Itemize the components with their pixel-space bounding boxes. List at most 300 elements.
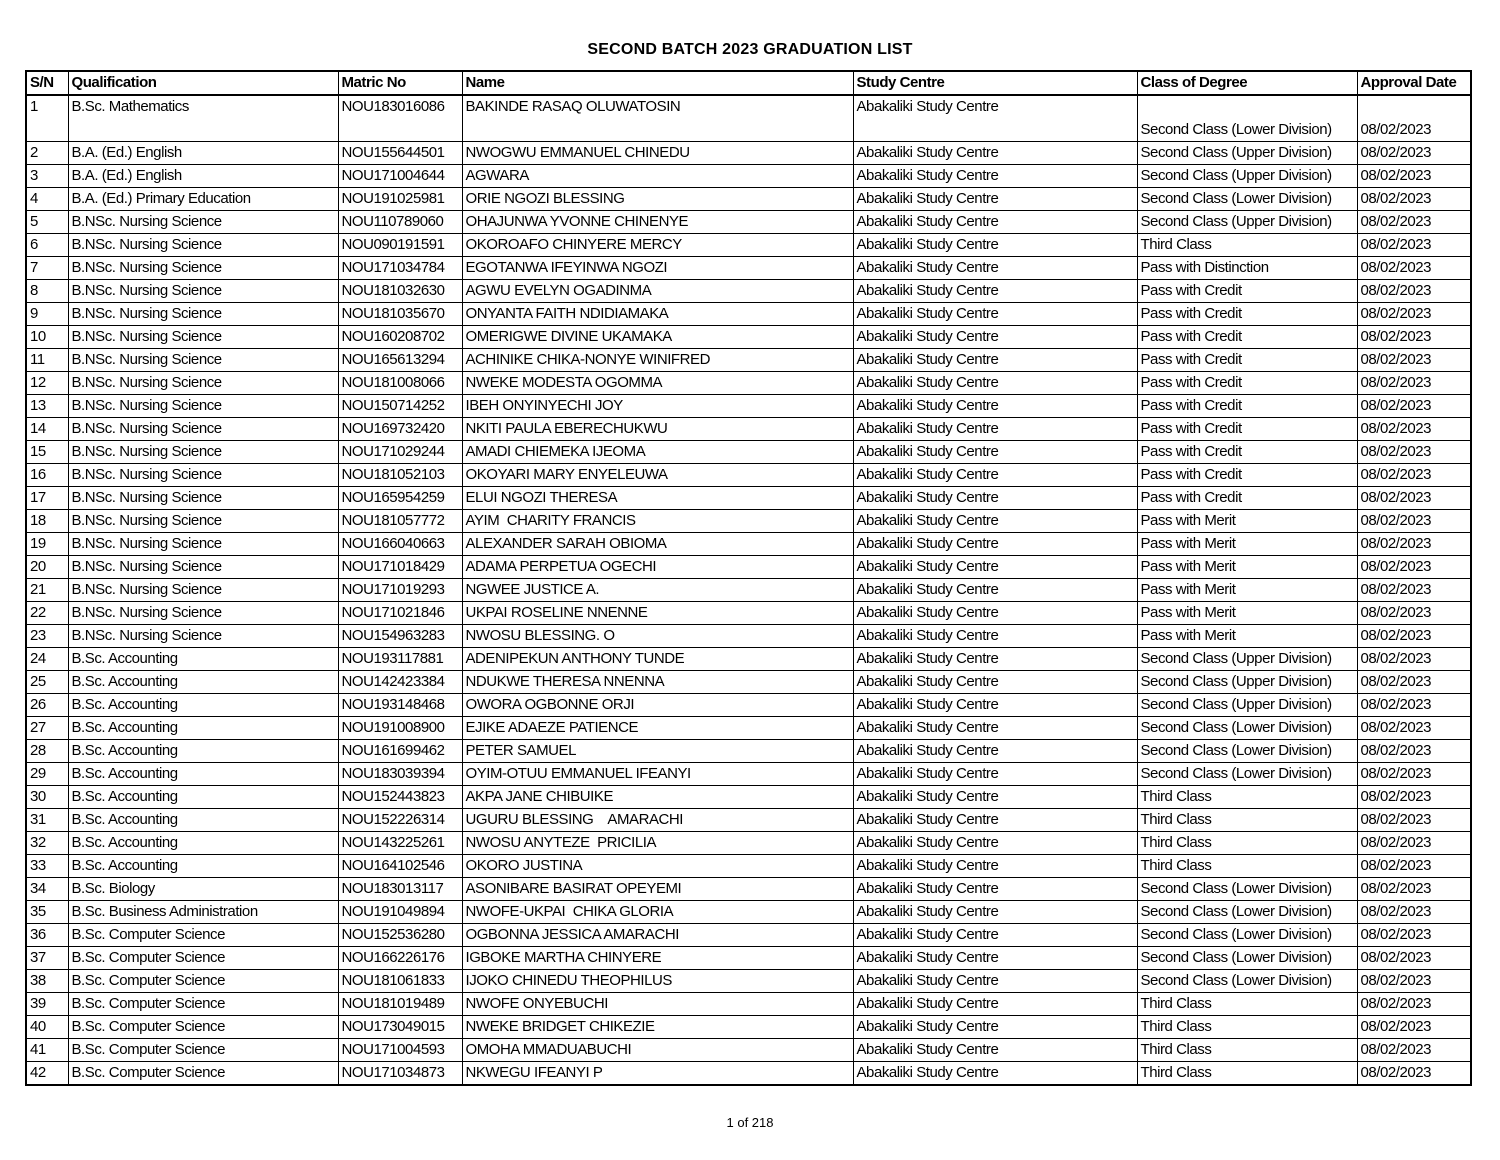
table-row: [26, 763, 1471, 786]
cell-sn: 41: [26, 1039, 68, 1062]
cell-class-of-degree: Second Class (Upper Division): [1137, 211, 1357, 234]
cell-class-of-degree: Pass with Merit: [1137, 625, 1357, 648]
table-row: [26, 901, 1471, 924]
cell-class-of-degree: Pass with Merit: [1137, 556, 1357, 579]
table-row: [26, 947, 1471, 970]
cell-name: OHAJUNWA YVONNE CHINENYE: [462, 211, 853, 234]
cell-name: IJOKO CHINEDU THEOPHILUS: [462, 970, 853, 993]
cell-name: OKOYARI MARY ENYELEUWA: [462, 464, 853, 487]
cell-approval-date: 08/02/2023: [1357, 211, 1471, 234]
cell-study-centre: Abakaliki Study Centre: [853, 142, 1137, 165]
cell-study-centre: Abakaliki Study Centre: [853, 533, 1137, 556]
cell-class-of-degree: Second Class (Lower Division): [1137, 717, 1357, 740]
cell-name: UKPAI ROSELINE NNENNE: [462, 602, 853, 625]
cell-class-of-degree: Second Class (Lower Division): [1137, 188, 1357, 211]
table-row: [26, 740, 1471, 763]
cell-approval-date: 08/02/2023: [1357, 740, 1471, 763]
table-row: [26, 625, 1471, 648]
table-row: [26, 878, 1471, 901]
cell-class-of-degree: Pass with Credit: [1137, 464, 1357, 487]
cell-name: NKWEGU IFEANYI P: [462, 1062, 853, 1086]
cell-sn: 11: [26, 349, 68, 372]
cell-study-centre: Abakaliki Study Centre: [853, 165, 1137, 188]
cell-study-centre: Abakaliki Study Centre: [853, 579, 1137, 602]
cell-matric-no: NOU165613294: [338, 349, 462, 372]
cell-class-of-degree: Pass with Merit: [1137, 579, 1357, 602]
cell-qualification: B.NSc. Nursing Science: [68, 418, 338, 441]
cell-class-of-degree: Second Class (Lower Division): [1137, 740, 1357, 763]
cell-qualification: B.NSc. Nursing Science: [68, 349, 338, 372]
cell-matric-no: NOU171018429: [338, 556, 462, 579]
cell-matric-no: NOU191025981: [338, 188, 462, 211]
cell-name: ONYANTA FAITH NDIDIAMAKA: [462, 303, 853, 326]
table-row: [26, 717, 1471, 740]
graduation-table: [25, 70, 1472, 1086]
table-row: [26, 349, 1471, 372]
cell-matric-no: NOU152443823: [338, 786, 462, 809]
cell-class-of-degree: Pass with Distinction: [1137, 257, 1357, 280]
table-row: [26, 832, 1471, 855]
cell-qualification: B.NSc. Nursing Science: [68, 234, 338, 257]
cell-approval-date: 08/02/2023: [1357, 326, 1471, 349]
cell-sn: 4: [26, 188, 68, 211]
column-header-sn: S/N: [26, 71, 68, 95]
page-number: 1 of 218: [726, 1115, 774, 1130]
table-row: [26, 188, 1471, 211]
cell-sn: 7: [26, 257, 68, 280]
cell-matric-no: NOU181061833: [338, 970, 462, 993]
cell-matric-no: NOU166226176: [338, 947, 462, 970]
cell-approval-date: 08/02/2023: [1357, 579, 1471, 602]
cell-class-of-degree: Second Class (Lower Division): [1137, 970, 1357, 993]
cell-matric-no: NOU183013117: [338, 878, 462, 901]
cell-study-centre: Abakaliki Study Centre: [853, 763, 1137, 786]
cell-name: NWOSU BLESSING. O: [462, 625, 853, 648]
cell-sn: 27: [26, 717, 68, 740]
cell-sn: 18: [26, 510, 68, 533]
cell-class-of-degree: Pass with Merit: [1137, 533, 1357, 556]
table-row: [26, 487, 1471, 510]
table-row: [26, 970, 1471, 993]
cell-name: AGWARA: [462, 165, 853, 188]
cell-class-of-degree: Pass with Merit: [1137, 602, 1357, 625]
cell-qualification: B.NSc. Nursing Science: [68, 372, 338, 395]
cell-matric-no: NOU173049015: [338, 1016, 462, 1039]
cell-qualification: B.A. (Ed.) English: [68, 165, 338, 188]
cell-approval-date: 08/02/2023: [1357, 303, 1471, 326]
cell-approval-date: 08/02/2023: [1357, 901, 1471, 924]
cell-sn: 14: [26, 418, 68, 441]
page-title: SECOND BATCH 2023 GRADUATION LIST: [587, 41, 913, 58]
cell-class-of-degree: Second Class (Lower Division): [1137, 924, 1357, 947]
cell-approval-date: 08/02/2023: [1357, 395, 1471, 418]
cell-matric-no: NOU143225261: [338, 832, 462, 855]
cell-sn: 22: [26, 602, 68, 625]
cell-matric-no: NOU142423384: [338, 671, 462, 694]
table-row: [26, 441, 1471, 464]
cell-sn: 26: [26, 694, 68, 717]
cell-qualification: B.NSc. Nursing Science: [68, 510, 338, 533]
cell-study-centre: Abakaliki Study Centre: [853, 234, 1137, 257]
cell-class-of-degree: Pass with Credit: [1137, 418, 1357, 441]
cell-qualification: B.Sc. Mathematics: [68, 95, 338, 142]
cell-qualification: B.Sc. Computer Science: [68, 924, 338, 947]
cell-matric-no: NOU181019489: [338, 993, 462, 1016]
cell-sn: 1: [26, 95, 68, 142]
cell-name: NWOGWU EMMANUEL CHINEDU: [462, 142, 853, 165]
cell-name: OGBONNA JESSICA AMARACHI: [462, 924, 853, 947]
cell-approval-date: 08/02/2023: [1357, 1016, 1471, 1039]
cell-name: ADAMA PERPETUA OGECHI: [462, 556, 853, 579]
cell-sn: 20: [26, 556, 68, 579]
cell-sn: 6: [26, 234, 68, 257]
cell-sn: 32: [26, 832, 68, 855]
cell-approval-date: 08/02/2023: [1357, 1062, 1471, 1086]
cell-approval-date: 08/02/2023: [1357, 165, 1471, 188]
cell-sn: 24: [26, 648, 68, 671]
cell-sn: 29: [26, 763, 68, 786]
cell-sn: 5: [26, 211, 68, 234]
cell-study-centre: Abakaliki Study Centre: [853, 717, 1137, 740]
cell-qualification: B.Sc. Accounting: [68, 671, 338, 694]
cell-sn: 40: [26, 1016, 68, 1039]
cell-study-centre: Abakaliki Study Centre: [853, 1039, 1137, 1062]
column-header-approval-date: Approval Date: [1357, 71, 1471, 95]
cell-matric-no: NOU090191591: [338, 234, 462, 257]
cell-sn: 13: [26, 395, 68, 418]
cell-matric-no: NOU171004644: [338, 165, 462, 188]
cell-class-of-degree: Pass with Merit: [1137, 510, 1357, 533]
cell-name: OMOHA MMADUABUCHI: [462, 1039, 853, 1062]
cell-matric-no: NOU110789060: [338, 211, 462, 234]
cell-qualification: B.Sc. Accounting: [68, 648, 338, 671]
cell-approval-date: 08/02/2023: [1357, 970, 1471, 993]
table-row: [26, 855, 1471, 878]
cell-approval-date: 08/02/2023: [1357, 372, 1471, 395]
table-row: [26, 142, 1471, 165]
cell-class-of-degree: Second Class (Lower Division): [1137, 901, 1357, 924]
cell-qualification: B.Sc. Computer Science: [68, 947, 338, 970]
cell-name: NWOSU ANYTEZE PRICILIA: [462, 832, 853, 855]
cell-approval-date: 08/02/2023: [1357, 993, 1471, 1016]
cell-qualification: B.NSc. Nursing Science: [68, 211, 338, 234]
table-row: [26, 257, 1471, 280]
cell-class-of-degree: Pass with Credit: [1137, 303, 1357, 326]
table-row: [26, 280, 1471, 303]
cell-matric-no: NOU183016086: [338, 95, 462, 142]
cell-class-of-degree: Pass with Credit: [1137, 395, 1357, 418]
cell-qualification: B.NSc. Nursing Science: [68, 579, 338, 602]
cell-matric-no: NOU152536280: [338, 924, 462, 947]
column-header-study-centre: Study Centre: [853, 71, 1137, 95]
cell-sn: 9: [26, 303, 68, 326]
cell-qualification: B.NSc. Nursing Science: [68, 487, 338, 510]
cell-matric-no: NOU171029244: [338, 441, 462, 464]
cell-study-centre: Abakaliki Study Centre: [853, 487, 1137, 510]
cell-approval-date: 08/02/2023: [1357, 188, 1471, 211]
cell-qualification: B.Sc. Accounting: [68, 832, 338, 855]
cell-approval-date: 08/02/2023: [1357, 487, 1471, 510]
cell-qualification: B.NSc. Nursing Science: [68, 280, 338, 303]
cell-study-centre: Abakaliki Study Centre: [853, 280, 1137, 303]
header-row: [26, 71, 1471, 95]
cell-sn: 39: [26, 993, 68, 1016]
cell-approval-date: 08/02/2023: [1357, 947, 1471, 970]
cell-matric-no: NOU152226314: [338, 809, 462, 832]
cell-name: ASONIBARE BASIRAT OPEYEMI: [462, 878, 853, 901]
cell-approval-date: 08/02/2023: [1357, 1039, 1471, 1062]
cell-study-centre: Abakaliki Study Centre: [853, 625, 1137, 648]
cell-study-centre: Abakaliki Study Centre: [853, 188, 1137, 211]
cell-qualification: B.NSc. Nursing Science: [68, 533, 338, 556]
cell-approval-date: 08/02/2023: [1357, 510, 1471, 533]
cell-matric-no: NOU154963283: [338, 625, 462, 648]
cell-sn: 19: [26, 533, 68, 556]
cell-sn: 28: [26, 740, 68, 763]
cell-name: NKITI PAULA EBERECHUKWU: [462, 418, 853, 441]
cell-qualification: B.Sc. Computer Science: [68, 993, 338, 1016]
cell-sn: 34: [26, 878, 68, 901]
cell-name: ORIE NGOZI BLESSING: [462, 188, 853, 211]
cell-study-centre: Abakaliki Study Centre: [853, 326, 1137, 349]
cell-matric-no: NOU183039394: [338, 763, 462, 786]
cell-matric-no: NOU193117881: [338, 648, 462, 671]
cell-qualification: B.NSc. Nursing Science: [68, 395, 338, 418]
table-row: [26, 464, 1471, 487]
cell-class-of-degree: Second Class (Upper Division): [1137, 648, 1357, 671]
cell-name: BAKINDE RASAQ OLUWATOSIN: [462, 95, 853, 142]
table-row: [26, 993, 1471, 1016]
cell-approval-date: 08/02/2023: [1357, 694, 1471, 717]
table-row: [26, 533, 1471, 556]
cell-qualification: B.NSc. Nursing Science: [68, 326, 338, 349]
cell-qualification: B.NSc. Nursing Science: [68, 303, 338, 326]
cell-sn: 33: [26, 855, 68, 878]
cell-class-of-degree: Third Class: [1137, 809, 1357, 832]
cell-qualification: B.Sc. Accounting: [68, 855, 338, 878]
cell-approval-date: 08/02/2023: [1357, 556, 1471, 579]
cell-matric-no: NOU181008066: [338, 372, 462, 395]
cell-approval-date: 08/02/2023: [1357, 280, 1471, 303]
table-row: [26, 510, 1471, 533]
column-header-qualification: Qualification: [68, 71, 338, 95]
cell-qualification: B.Sc. Computer Science: [68, 1016, 338, 1039]
cell-study-centre: Abakaliki Study Centre: [853, 855, 1137, 878]
cell-study-centre: Abakaliki Study Centre: [853, 464, 1137, 487]
cell-approval-date: 08/02/2023: [1357, 648, 1471, 671]
cell-name: NWOFE ONYEBUCHI: [462, 993, 853, 1016]
cell-study-centre: Abakaliki Study Centre: [853, 648, 1137, 671]
cell-matric-no: NOU150714252: [338, 395, 462, 418]
cell-matric-no: NOU193148468: [338, 694, 462, 717]
cell-matric-no: NOU155644501: [338, 142, 462, 165]
cell-study-centre: Abakaliki Study Centre: [853, 924, 1137, 947]
cell-name: ADENIPEKUN ANTHONY TUNDE: [462, 648, 853, 671]
cell-matric-no: NOU171034873: [338, 1062, 462, 1086]
cell-study-centre: Abakaliki Study Centre: [853, 510, 1137, 533]
cell-sn: 36: [26, 924, 68, 947]
cell-matric-no: NOU191008900: [338, 717, 462, 740]
cell-study-centre: Abakaliki Study Centre: [853, 1062, 1137, 1086]
table-row: [26, 1062, 1471, 1086]
table-row: [26, 579, 1471, 602]
cell-name: OKORO JUSTINA: [462, 855, 853, 878]
table-row: [26, 234, 1471, 257]
cell-sn: 30: [26, 786, 68, 809]
cell-approval-date: 08/02/2023: [1357, 855, 1471, 878]
cell-approval-date: 08/02/2023: [1357, 878, 1471, 901]
cell-approval-date: 08/02/2023: [1357, 671, 1471, 694]
cell-study-centre: Abakaliki Study Centre: [853, 395, 1137, 418]
table-row: [26, 1016, 1471, 1039]
cell-sn: 8: [26, 280, 68, 303]
cell-class-of-degree: Second Class (Lower Division): [1137, 878, 1357, 901]
cell-matric-no: NOU181035670: [338, 303, 462, 326]
cell-name: OYIM-OTUU EMMANUEL IFEANYI: [462, 763, 853, 786]
cell-approval-date: 08/02/2023: [1357, 257, 1471, 280]
cell-approval-date: 08/02/2023: [1357, 809, 1471, 832]
cell-name: NWEKE BRIDGET CHIKEZIE: [462, 1016, 853, 1039]
cell-qualification: B.Sc. Business Administration: [68, 901, 338, 924]
column-header-name: Name: [462, 71, 853, 95]
cell-study-centre: Abakaliki Study Centre: [853, 211, 1137, 234]
cell-name: AKPA JANE CHIBUIKE: [462, 786, 853, 809]
column-header-matric-no: Matric No: [338, 71, 462, 95]
cell-name: EGOTANWA IFEYINWA NGOZI: [462, 257, 853, 280]
cell-name: IBEH ONYINYECHI JOY: [462, 395, 853, 418]
cell-name: AYIM CHARITY FRANCIS: [462, 510, 853, 533]
cell-approval-date: 08/02/2023: [1357, 763, 1471, 786]
cell-class-of-degree: Second Class (Upper Division): [1137, 671, 1357, 694]
cell-sn: 42: [26, 1062, 68, 1086]
cell-name: NWOFE-UKPAI CHIKA GLORIA: [462, 901, 853, 924]
cell-study-centre: Abakaliki Study Centre: [853, 970, 1137, 993]
cell-matric-no: NOU160208702: [338, 326, 462, 349]
cell-class-of-degree: Second Class (Upper Division): [1137, 165, 1357, 188]
cell-qualification: B.Sc. Accounting: [68, 694, 338, 717]
cell-sn: 25: [26, 671, 68, 694]
cell-qualification: B.Sc. Computer Science: [68, 1062, 338, 1086]
cell-study-centre: Abakaliki Study Centre: [853, 372, 1137, 395]
cell-sn: 10: [26, 326, 68, 349]
cell-study-centre: Abakaliki Study Centre: [853, 1016, 1137, 1039]
cell-approval-date: 08/02/2023: [1357, 234, 1471, 257]
cell-name: OWORA OGBONNE ORJI: [462, 694, 853, 717]
table-row: [26, 786, 1471, 809]
table-row: [26, 809, 1471, 832]
cell-matric-no: NOU171019293: [338, 579, 462, 602]
cell-sn: 12: [26, 372, 68, 395]
cell-name: AGWU EVELYN OGADINMA: [462, 280, 853, 303]
cell-study-centre: Abakaliki Study Centre: [853, 95, 1137, 142]
cell-matric-no: NOU181032630: [338, 280, 462, 303]
cell-qualification: B.Sc. Accounting: [68, 809, 338, 832]
cell-class-of-degree: Third Class: [1137, 832, 1357, 855]
cell-sn: 21: [26, 579, 68, 602]
table-row: [26, 556, 1471, 579]
cell-class-of-degree: Pass with Credit: [1137, 487, 1357, 510]
table-row: [26, 211, 1471, 234]
cell-class-of-degree: Pass with Credit: [1137, 349, 1357, 372]
cell-study-centre: Abakaliki Study Centre: [853, 809, 1137, 832]
cell-class-of-degree: Second Class (Lower Division): [1137, 95, 1357, 142]
cell-sn: 15: [26, 441, 68, 464]
cell-matric-no: NOU166040663: [338, 533, 462, 556]
cell-name: ALEXANDER SARAH OBIOMA: [462, 533, 853, 556]
cell-study-centre: Abakaliki Study Centre: [853, 602, 1137, 625]
table-row: [26, 418, 1471, 441]
cell-approval-date: 08/02/2023: [1357, 95, 1471, 142]
cell-class-of-degree: Third Class: [1137, 855, 1357, 878]
cell-class-of-degree: Second Class (Upper Division): [1137, 694, 1357, 717]
cell-qualification: B.NSc. Nursing Science: [68, 257, 338, 280]
cell-name: NGWEE JUSTICE A.: [462, 579, 853, 602]
cell-study-centre: Abakaliki Study Centre: [853, 878, 1137, 901]
cell-name: AMADI CHIEMEKA IJEOMA: [462, 441, 853, 464]
cell-class-of-degree: Third Class: [1137, 234, 1357, 257]
cell-approval-date: 08/02/2023: [1357, 924, 1471, 947]
cell-study-centre: Abakaliki Study Centre: [853, 947, 1137, 970]
cell-approval-date: 08/02/2023: [1357, 464, 1471, 487]
cell-name: ELUI NGOZI THERESA: [462, 487, 853, 510]
table-row: [26, 326, 1471, 349]
cell-study-centre: Abakaliki Study Centre: [853, 832, 1137, 855]
cell-qualification: B.Sc. Computer Science: [68, 1039, 338, 1062]
cell-class-of-degree: Third Class: [1137, 1039, 1357, 1062]
cell-qualification: B.NSc. Nursing Science: [68, 625, 338, 648]
cell-qualification: B.NSc. Nursing Science: [68, 602, 338, 625]
cell-study-centre: Abakaliki Study Centre: [853, 349, 1137, 372]
table-row: [26, 694, 1471, 717]
cell-study-centre: Abakaliki Study Centre: [853, 901, 1137, 924]
cell-qualification: B.A. (Ed.) Primary Education: [68, 188, 338, 211]
cell-class-of-degree: Pass with Credit: [1137, 280, 1357, 303]
cell-name: OKOROAFO CHINYERE MERCY: [462, 234, 853, 257]
cell-class-of-degree: Third Class: [1137, 1016, 1357, 1039]
cell-sn: 23: [26, 625, 68, 648]
cell-sn: 35: [26, 901, 68, 924]
cell-qualification: B.Sc. Accounting: [68, 740, 338, 763]
cell-sn: 16: [26, 464, 68, 487]
cell-class-of-degree: Second Class (Lower Division): [1137, 763, 1357, 786]
cell-matric-no: NOU171004593: [338, 1039, 462, 1062]
cell-qualification: B.NSc. Nursing Science: [68, 441, 338, 464]
cell-class-of-degree: Third Class: [1137, 1062, 1357, 1086]
table-row: [26, 671, 1471, 694]
cell-name: OMERIGWE DIVINE UKAMAKA: [462, 326, 853, 349]
cell-sn: 3: [26, 165, 68, 188]
cell-class-of-degree: Second Class (Upper Division): [1137, 142, 1357, 165]
table-row: [26, 165, 1471, 188]
cell-qualification: B.NSc. Nursing Science: [68, 556, 338, 579]
cell-matric-no: NOU191049894: [338, 901, 462, 924]
table-row: [26, 648, 1471, 671]
cell-qualification: B.Sc. Accounting: [68, 717, 338, 740]
cell-matric-no: NOU171021846: [338, 602, 462, 625]
cell-class-of-degree: Second Class (Lower Division): [1137, 947, 1357, 970]
table-row: [26, 924, 1471, 947]
cell-qualification: B.Sc. Biology: [68, 878, 338, 901]
cell-approval-date: 08/02/2023: [1357, 142, 1471, 165]
cell-study-centre: Abakaliki Study Centre: [853, 740, 1137, 763]
cell-name: EJIKE ADAEZE PATIENCE: [462, 717, 853, 740]
cell-matric-no: NOU164102546: [338, 855, 462, 878]
cell-qualification: B.NSc. Nursing Science: [68, 464, 338, 487]
cell-name: ACHINIKE CHIKA-NONYE WINIFRED: [462, 349, 853, 372]
cell-matric-no: NOU181057772: [338, 510, 462, 533]
cell-sn: 37: [26, 947, 68, 970]
cell-approval-date: 08/02/2023: [1357, 625, 1471, 648]
